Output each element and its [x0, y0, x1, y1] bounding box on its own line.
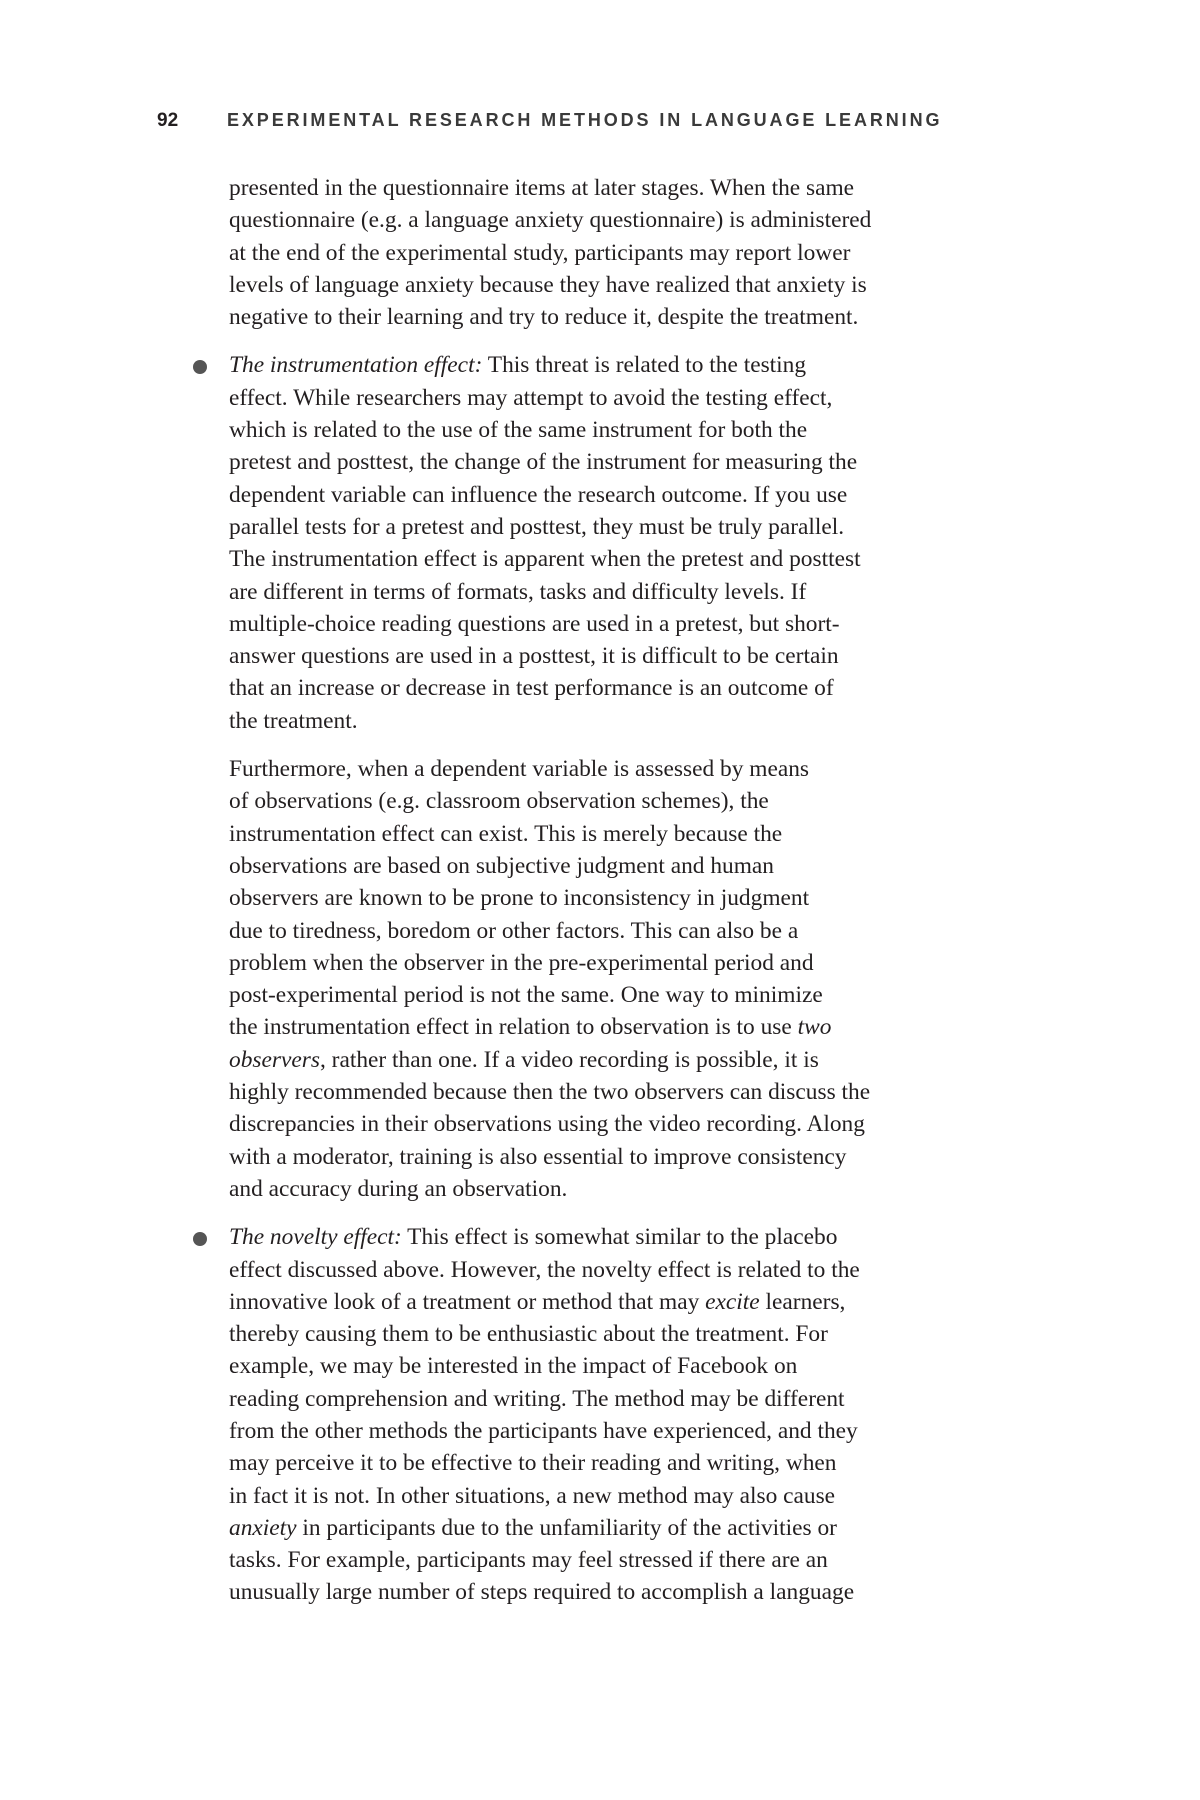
- paragraph-furthermore: [229, 753, 1029, 1205]
- text-line: discrepancies in their observations using the video recording. Along: [229, 1111, 865, 1138]
- text-line: multiple-choice reading questions are used in a pretest, but short-: [229, 610, 840, 637]
- text-line: highly recommended because then the two observers can discuss the: [229, 1079, 871, 1106]
- text-line: levels of language anxiety because they have realized that anxiety is: [229, 271, 867, 298]
- text-run: in participants due to the unfamiliarity of the activities or: [296, 1514, 837, 1541]
- text-line: example, we may be interested in the impact of Facebook on: [229, 1353, 798, 1380]
- emphasis-two: two: [797, 1014, 832, 1041]
- term-instrumentation-effect: The instrumentation effect:: [229, 352, 483, 379]
- text-line: [229, 1221, 1029, 1253]
- emphasis-observers: observers: [229, 1046, 320, 1073]
- book-title: EXPERIMENTAL RESEARCH METHODS IN LANGUAGE LEARNING: [227, 110, 943, 130]
- bullet-icon: [193, 360, 207, 374]
- text-line: of observations (e.g. classroom observation schemes), the: [229, 788, 769, 815]
- text-line: are different in terms of formats, tasks and difficulty levels. If: [229, 578, 807, 605]
- text-line: parallel tests for a pretest and posttest, they must be truly parallel.: [229, 513, 845, 540]
- text-line: which is related to the use of the same instrument for both the: [229, 417, 808, 444]
- text-line: The instrumentation effect is apparent when the pretest and posttest: [229, 546, 861, 573]
- emphasis-anxiety: anxiety: [229, 1514, 297, 1541]
- body-text: [229, 172, 1029, 1609]
- text-line: [229, 1011, 1029, 1043]
- text-line: unusually large number of steps required to accomplish a language: [229, 1579, 855, 1606]
- text-line: effect discussed above. However, the novelty effect is related to the: [229, 1256, 860, 1283]
- text-line: thereby causing them to be enthusiastic about the treatment. For: [229, 1321, 828, 1348]
- text-line: reading comprehension and writing. The method may be different: [229, 1385, 845, 1412]
- text-line: with a moderator, training is also essential to improve consistency: [229, 1143, 847, 1170]
- text-line: [229, 1286, 1029, 1318]
- paragraph-testing-continued: [229, 172, 1029, 333]
- text-run: the instrumentation effect in relation to observation is to use: [229, 1014, 798, 1041]
- text-line: presented in the questionnaire items at later stages. When the same: [229, 175, 855, 201]
- text-line: negative to their learning and try to reduce it, despite the treatment.: [229, 304, 859, 331]
- text-run: learners,: [759, 1288, 846, 1315]
- text-line: observers are known to be prone to inconsistency in judgment: [229, 885, 810, 912]
- text-line: [229, 1512, 1029, 1544]
- text-line: from the other methods the participants have experienced, and they: [229, 1417, 858, 1444]
- text-line: Furthermore, when a dependent variable is assessed by means: [229, 756, 810, 783]
- text-line: due to tiredness, boredom or other factors. This can also be a: [229, 917, 799, 944]
- text-run: This threat is related to the testing: [482, 352, 807, 379]
- text-line: at the end of the experimental study, participants may report lower: [229, 239, 851, 266]
- text-line: and accuracy during an observation.: [229, 1175, 568, 1202]
- text-line: [229, 1044, 1029, 1076]
- text-line: [229, 349, 1029, 381]
- bullet-icon: [193, 1232, 207, 1246]
- page-number: 92: [157, 110, 179, 131]
- bullet-item-novelty-effect: [229, 1221, 1029, 1609]
- text-run: , rather than one. If a video recording is possible, it is: [319, 1046, 819, 1073]
- text-line: dependent variable can influence the research outcome. If you use: [229, 481, 848, 508]
- text-line: observations are based on subjective judgment and human: [229, 852, 774, 879]
- text-line: questionnaire (e.g. a language anxiety questionnaire) is administered: [229, 207, 872, 234]
- text-line: answer questions are used in a posttest, it is difficult to be certain: [229, 643, 839, 670]
- text-run: This effect is somewhat similar to the placebo: [401, 1224, 838, 1251]
- text-line: that an increase or decrease in test performance is an outcome of: [229, 675, 834, 702]
- text-line: problem when the observer in the pre-experimental period and: [229, 949, 814, 976]
- text-line: tasks. For example, participants may feel stressed if there are an: [229, 1547, 828, 1574]
- text-line: effect. While researchers may attempt to avoid the testing effect,: [229, 384, 833, 411]
- running-head: [157, 105, 1057, 135]
- text-line: the treatment.: [229, 707, 358, 734]
- emphasis-excite: excite: [705, 1288, 760, 1315]
- text-line: pretest and posttest, the change of the instrument for measuring the: [229, 449, 858, 476]
- term-novelty-effect: The novelty effect:: [229, 1224, 402, 1251]
- text-line: may perceive it to be effective to their reading and writing, when: [229, 1450, 837, 1477]
- text-line: post-experimental period is not the same. One way to minimize: [229, 982, 823, 1009]
- text-line: in fact it is not. In other situations, a new method may also cause: [229, 1482, 836, 1509]
- bullet-item-instrumentation-effect: [229, 349, 1029, 737]
- text-run: innovative look of a treatment or method that may: [229, 1288, 706, 1315]
- text-line: instrumentation effect can exist. This is merely because the: [229, 820, 783, 847]
